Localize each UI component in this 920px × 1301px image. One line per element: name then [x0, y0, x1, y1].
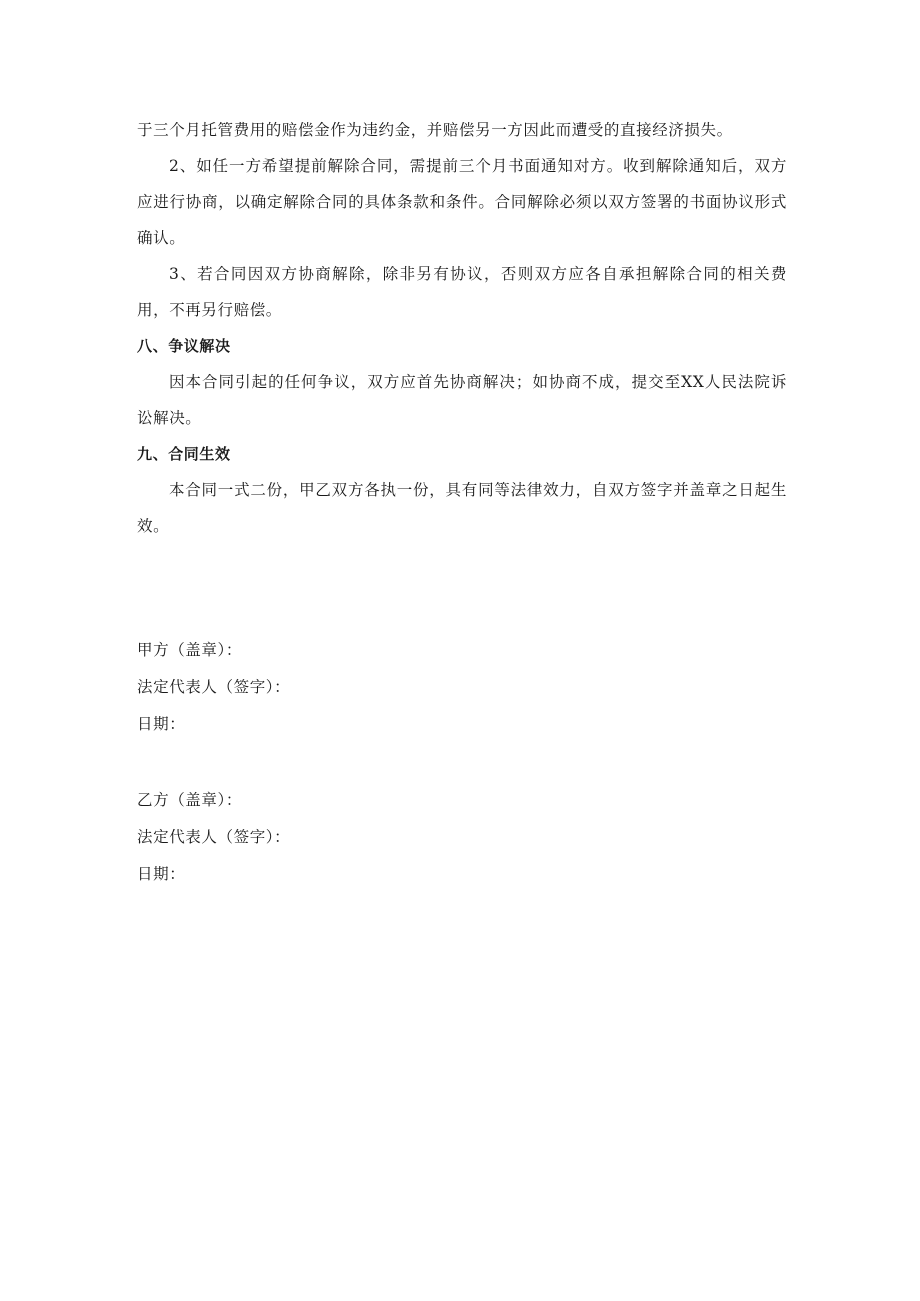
- party-b-representative-label: 法定代表人（签字）：: [137, 828, 291, 846]
- paragraph-dispute-resolution: 因本合同引起的任何争议，双方应首先协商解决；如协商不成，提交至XX人民法院诉讼解决。: [137, 373, 787, 427]
- party-b-seal-label: 乙方（盖章）：: [137, 791, 242, 809]
- section-heading-dispute: 八、争议解决: [137, 337, 231, 355]
- paragraph-contract-effectiveness: 本合同一式二份，甲乙双方各执一份，具有同等法律效力，自双方签字并盖章之日起生效。: [137, 481, 787, 535]
- paragraph-compensation: 于三个月托管费用的赔偿金作为违约金，并赔偿另一方因此而遭受的直接经济损失。: [137, 121, 733, 139]
- contract-body: [137, 112, 787, 544]
- signature-block-party-b: [137, 782, 637, 893]
- paragraph-early-termination: 2、如任一方希望提前解除合同，需提前三个月书面通知对方。收到解除通知后，双方应进行协商，以确定解除合同的具体条款和条件。合同解除必须以双方签署的书面协议形式确认。: [137, 157, 787, 247]
- paragraph-mutual-termination: 3、若合同因双方协商解除，除非另有协议，否则双方应各自承担解除合同的相关费用，不再另行赔偿。: [137, 265, 787, 319]
- party-a-seal-label: 甲方（盖章）：: [137, 641, 242, 659]
- signature-block-party-a: [137, 632, 637, 743]
- section-heading-effectiveness: 九、合同生效: [137, 445, 231, 463]
- party-b-date-label: 日期：: [137, 865, 186, 883]
- party-a-date-label: 日期：: [137, 715, 186, 733]
- party-a-representative-label: 法定代表人（签字）：: [137, 678, 291, 696]
